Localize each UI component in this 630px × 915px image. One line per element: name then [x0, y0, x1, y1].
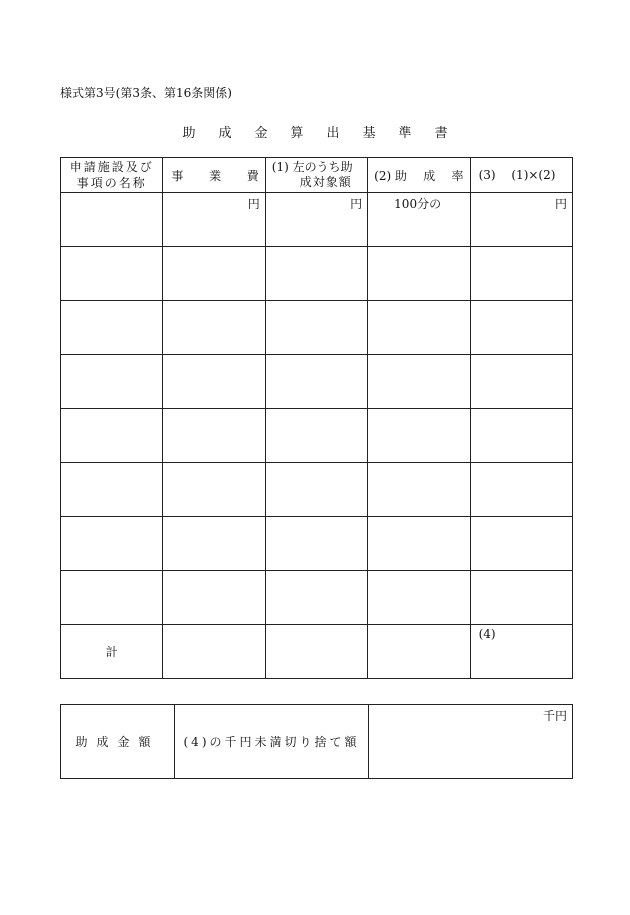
cell-subsidy-rate[interactable] [368, 463, 470, 517]
cell-subsidy-target-amount[interactable] [265, 355, 367, 409]
cell-calculation[interactable] [470, 301, 572, 355]
total-row [61, 625, 573, 679]
cell-subsidy-rate[interactable] [368, 355, 470, 409]
table-row [61, 355, 573, 409]
cell-project-cost[interactable] [163, 463, 265, 517]
grant-amount-table [60, 704, 573, 779]
total-calculation[interactable] [470, 625, 572, 679]
cell-subsidy-target-amount[interactable] [265, 463, 367, 517]
document-title: 助成金算出基準書 [182, 126, 471, 141]
grant-amount-label: 助成金額 [61, 705, 175, 779]
thousand-yen-unit: 千円 [542, 709, 567, 723]
rounded-amount-label: (4)の千円未満切り捨て額 [175, 705, 369, 779]
cell-subsidy-target-amount[interactable] [265, 301, 367, 355]
yen-unit: 円 [247, 197, 260, 211]
yen-unit: 円 [554, 197, 567, 211]
cell-calculation[interactable] [470, 409, 572, 463]
total-subsidy-target-amount[interactable] [265, 625, 367, 679]
total-project-cost[interactable] [163, 625, 265, 679]
cell-project-cost[interactable] [163, 193, 265, 247]
table-row [61, 247, 573, 301]
cell-facility-name[interactable] [61, 193, 163, 247]
cell-subsidy-rate[interactable] [368, 517, 470, 571]
table-row [61, 571, 573, 625]
cell-subsidy-target-amount[interactable] [265, 571, 367, 625]
table-row [61, 409, 573, 463]
header-project-cost: 事 業 費 [163, 158, 265, 193]
cell-subsidy-target-amount[interactable] [265, 517, 367, 571]
cell-project-cost[interactable] [163, 247, 265, 301]
cell-calculation[interactable] [470, 193, 572, 247]
table-row [61, 301, 573, 355]
cell-subsidy-rate[interactable] [368, 409, 470, 463]
subtotal-mark: (4) [478, 627, 496, 641]
cell-subsidy-rate[interactable] [368, 301, 470, 355]
table-row [61, 193, 573, 247]
cell-calculation[interactable] [470, 355, 572, 409]
cell-subsidy-target-amount[interactable] [265, 193, 367, 247]
cell-facility-name[interactable] [61, 463, 163, 517]
cell-facility-name[interactable] [61, 571, 163, 625]
cell-facility-name[interactable] [61, 409, 163, 463]
cell-subsidy-target-amount[interactable] [265, 247, 367, 301]
percent-unit: 100分の [394, 197, 442, 211]
table-row [61, 463, 573, 517]
cell-facility-name[interactable] [61, 517, 163, 571]
grant-amount-row [61, 705, 573, 779]
header-calculation: (3) (1)×(2) [470, 158, 572, 193]
cell-facility-name[interactable] [61, 355, 163, 409]
cell-calculation[interactable] [470, 463, 572, 517]
cell-project-cost[interactable] [163, 409, 265, 463]
cell-facility-name[interactable] [61, 247, 163, 301]
cell-project-cost[interactable] [163, 517, 265, 571]
cell-subsidy-target-amount[interactable] [265, 409, 367, 463]
table-header-row [61, 158, 573, 193]
header-facility-name: 申請施設及び 事項の名称 [61, 158, 163, 193]
cell-project-cost[interactable] [163, 301, 265, 355]
calculation-table [60, 157, 573, 679]
header-subsidy-target-amount: (1) 左のうち助 成対象額 [265, 158, 367, 193]
cell-calculation[interactable] [470, 571, 572, 625]
cell-subsidy-rate[interactable] [368, 571, 470, 625]
total-subsidy-rate[interactable] [368, 625, 470, 679]
yen-unit: 円 [350, 197, 363, 211]
cell-project-cost[interactable] [163, 355, 265, 409]
cell-project-cost[interactable] [163, 571, 265, 625]
header-subsidy-rate: (2) 助 成 率 [368, 158, 470, 193]
cell-calculation[interactable] [470, 247, 572, 301]
total-label: 計 [61, 625, 163, 679]
grant-amount-value[interactable] [369, 705, 573, 779]
cell-calculation[interactable] [470, 517, 572, 571]
cell-subsidy-rate[interactable] [368, 193, 470, 247]
form-number: 様式第3号(第3条、第16条関係) [60, 86, 232, 100]
cell-subsidy-rate[interactable] [368, 247, 470, 301]
cell-facility-name[interactable] [61, 301, 163, 355]
table-row [61, 517, 573, 571]
